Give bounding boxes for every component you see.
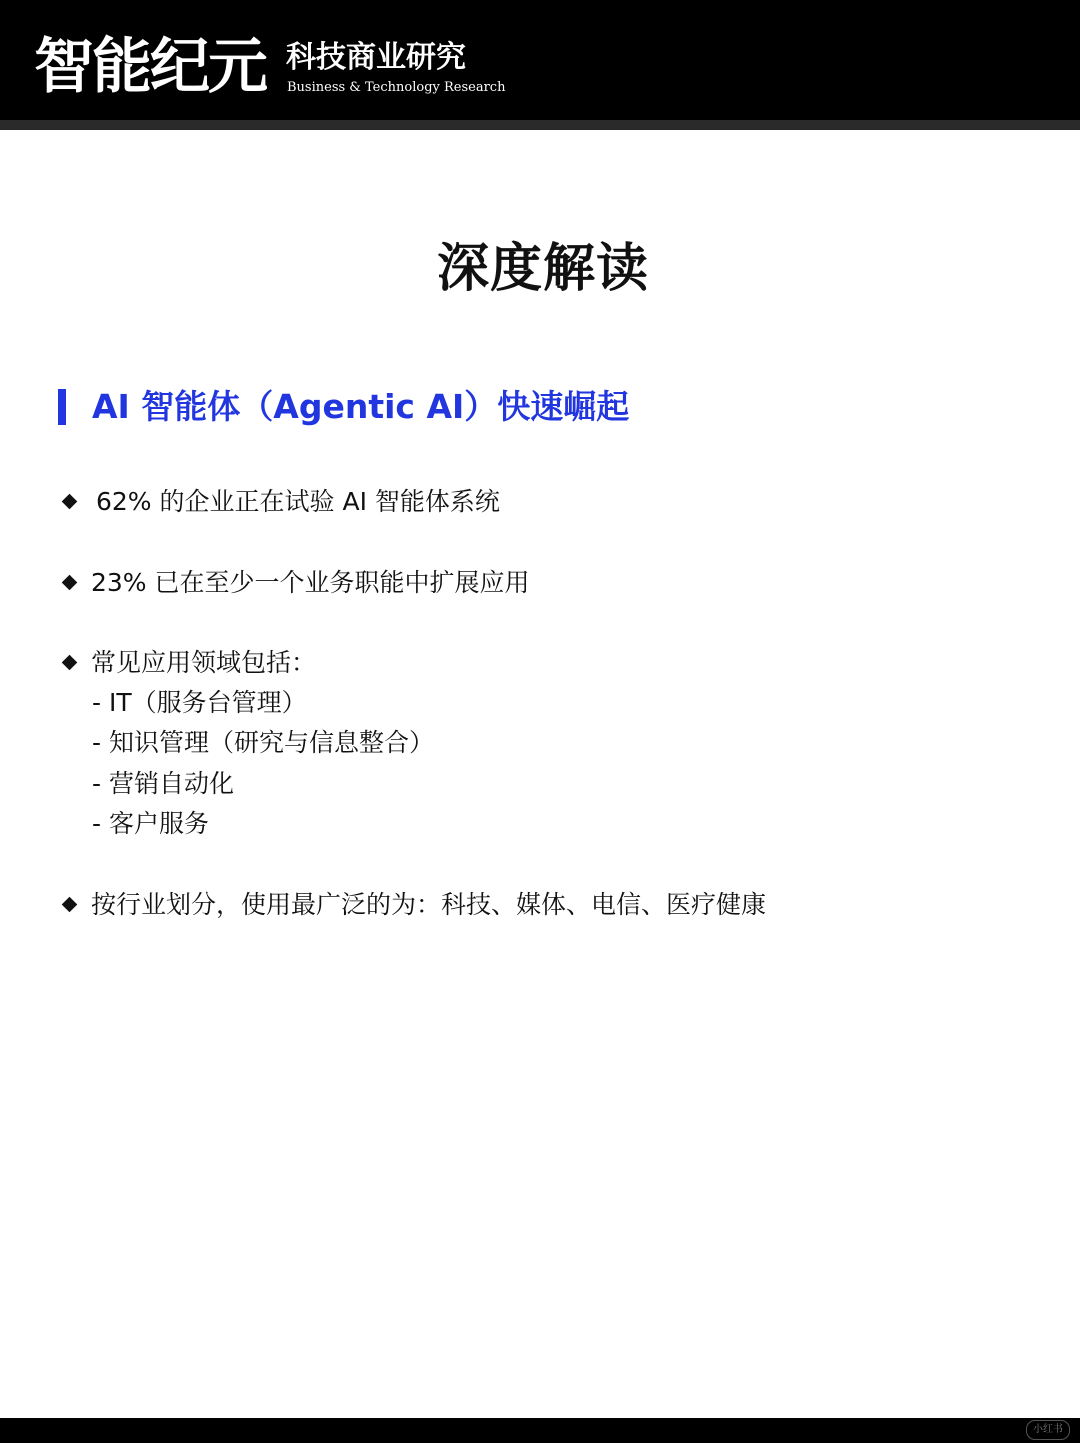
list-item-text: 62% 的企业正在试验 AI 智能体系统 [96,487,500,516]
sub-list-item: - 知识管理（研究与信息整合） [92,728,434,757]
header-divider [0,120,1080,130]
list-item-text: 常见应用领域包括： [91,648,317,677]
page-title: 深度解读 [436,238,649,299]
footer-bar [0,1418,1080,1443]
diamond-bullet-icon [62,494,78,510]
list-item-text: 23% 已在至少一个业务职能中扩展应用 [91,568,530,597]
diamond-bullet-icon [62,575,78,591]
sub-list-item: - 客户服务 [92,809,209,838]
brand-subtitle-en: Business & Technology Research [287,80,506,95]
sub-list-item: - IT（服务台管理） [92,688,307,717]
diamond-bullet-icon [62,655,78,671]
diamond-bullet-icon [62,897,78,913]
brand-subtitle-cn: 科技商业研究 [286,40,466,75]
section-heading: AI 智能体（Agentic AI）快速崛起 [92,387,630,426]
sub-list-item: - 营销自动化 [92,769,234,798]
section-accent-bar [58,389,66,425]
list-item-text: 按行业划分，使用最广泛的为：科技、媒体、电信、医疗健康 [91,890,767,919]
header-banner [0,0,1080,128]
brand-logo-text: 智能纪元 [34,32,266,102]
watermark-badge: 小红书 [1026,1420,1070,1440]
